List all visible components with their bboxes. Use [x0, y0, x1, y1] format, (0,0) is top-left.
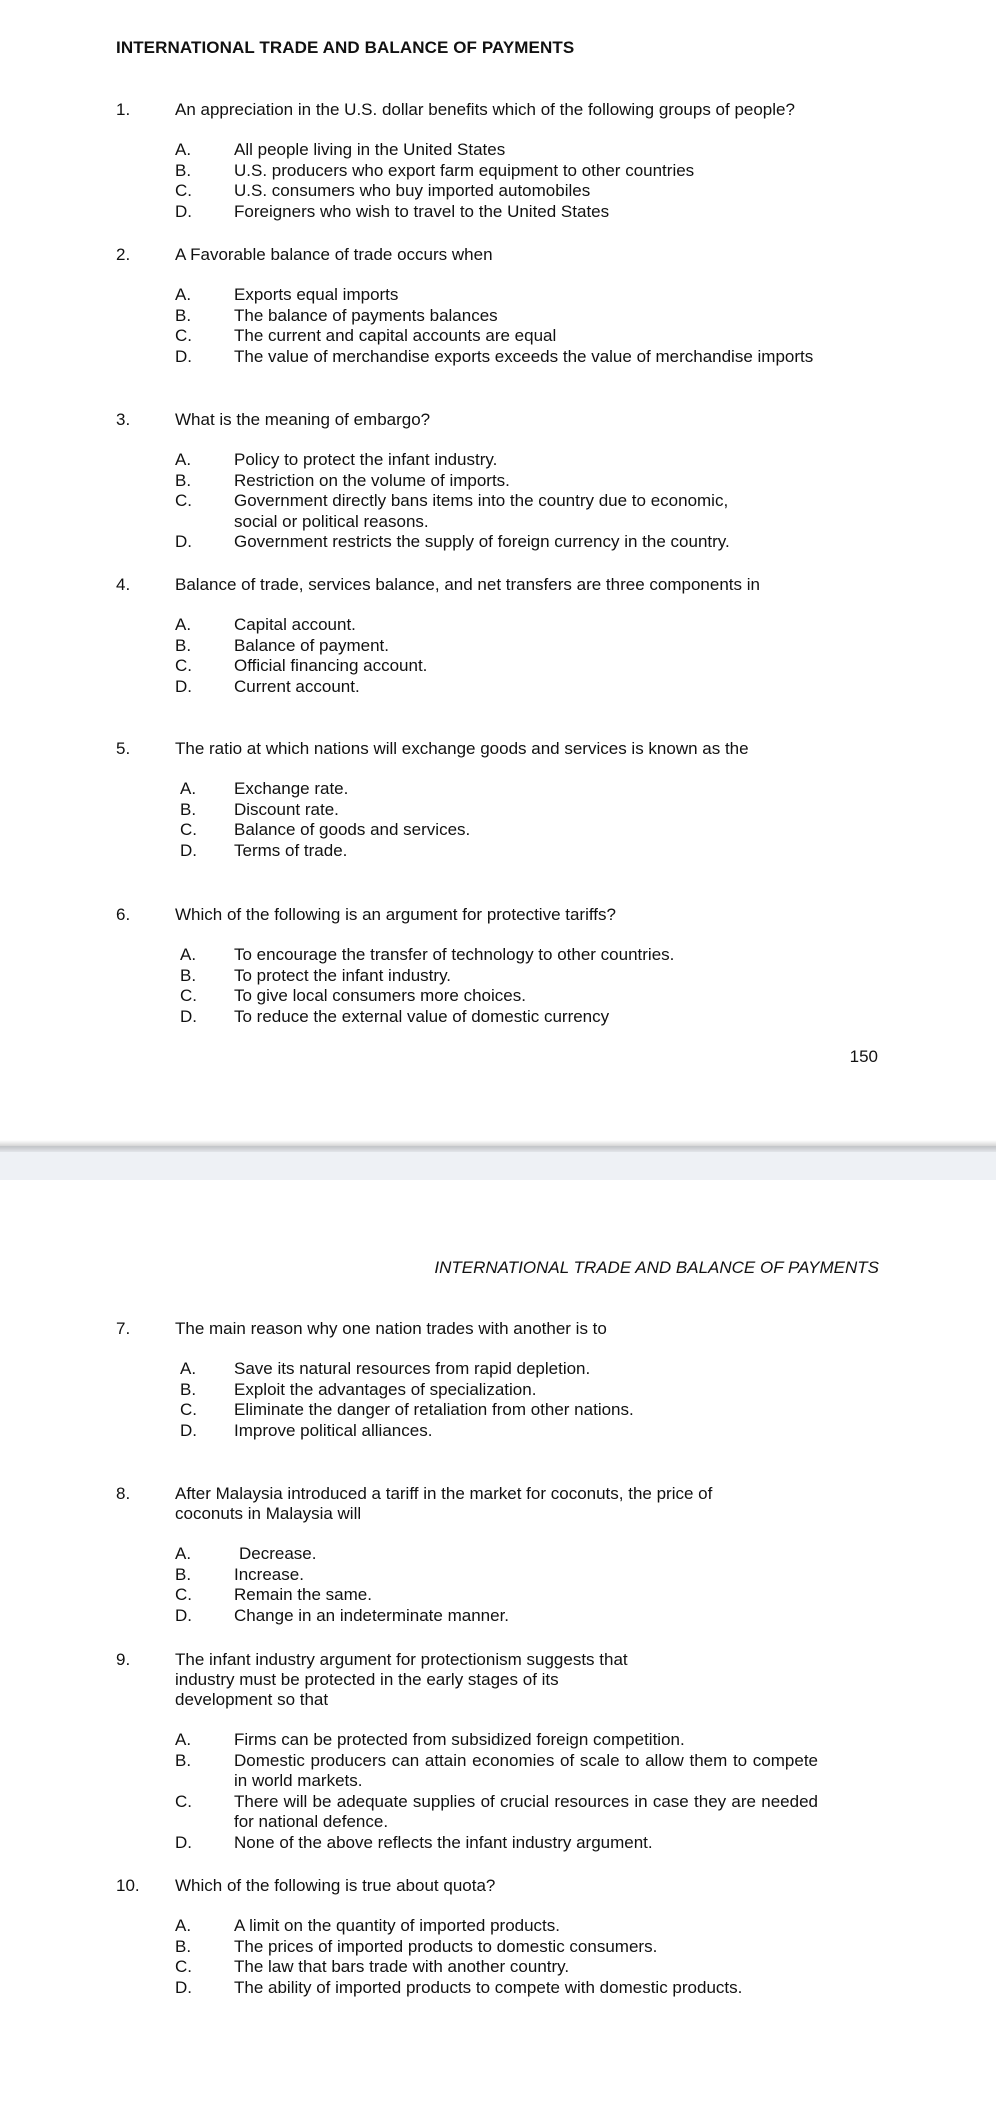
- option-letter: D.: [175, 346, 192, 366]
- option-a: [175, 1916, 880, 1937]
- option-d: [175, 1606, 880, 1627]
- page-number: 150: [849, 1047, 878, 1066]
- option-letter: D.: [175, 201, 192, 221]
- option-letter: B.: [175, 305, 192, 325]
- option-letter: D.: [175, 1832, 192, 1852]
- option-text: Domestic producers can attain economies of scale to allow them to compete in world markets.: [234, 1750, 818, 1790]
- option-text: Discount rate.: [234, 799, 339, 819]
- option-c: [175, 491, 755, 532]
- option-letter: A.: [175, 615, 192, 634]
- option-text: Firms can be protected from subsidized foreign competition.: [234, 1730, 685, 1749]
- option-text: Balance of payment.: [234, 635, 389, 655]
- question-text: A Favorable balance of trade occurs when: [175, 245, 493, 264]
- option-letter: A.: [180, 1359, 197, 1378]
- options-list: [175, 450, 755, 553]
- option-letter: D.: [180, 1006, 197, 1026]
- option-text: Remain the same.: [234, 1585, 372, 1604]
- question-number: 3.: [116, 410, 131, 429]
- option-letter: D.: [175, 1605, 192, 1625]
- options-list: [175, 779, 880, 861]
- option-c: [175, 1585, 880, 1606]
- question-2: [116, 245, 880, 367]
- option-letter: B.: [175, 1564, 192, 1584]
- option-text: Balance of goods and services.: [234, 820, 471, 839]
- option-letter: C.: [180, 820, 197, 839]
- option-text: U.S. consumers who buy imported automobiles: [234, 181, 591, 200]
- option-letter: B.: [180, 799, 197, 819]
- option-d: [175, 532, 755, 553]
- question-1: [116, 100, 880, 222]
- option-letter: D.: [175, 1977, 192, 1997]
- option-text: Exports equal imports: [234, 285, 399, 304]
- question-5: [116, 739, 880, 861]
- option-letter: A.: [175, 285, 192, 304]
- question-number: 4.: [116, 575, 131, 594]
- option-letter: C.: [180, 986, 197, 1005]
- option-d: [175, 347, 880, 368]
- option-b: [175, 1937, 880, 1958]
- option-letter: D.: [175, 676, 192, 696]
- option-d: [175, 841, 880, 862]
- option-letter: A.: [175, 1916, 192, 1935]
- option-text: Policy to protect the infant industry.: [234, 450, 498, 469]
- option-a: [175, 140, 880, 161]
- option-a: [175, 945, 880, 966]
- question-7: [116, 1319, 880, 1441]
- option-c: [175, 1400, 880, 1421]
- option-text: The prices of imported products to domestic consumers.: [234, 1936, 658, 1956]
- option-letter: A.: [175, 1730, 192, 1749]
- question-number: 8.: [116, 1484, 131, 1503]
- option-a: [175, 1730, 818, 1751]
- question-8: [116, 1484, 880, 1626]
- question-number: 1.: [116, 100, 131, 119]
- option-letter: A.: [175, 450, 192, 469]
- option-a: [175, 779, 880, 800]
- option-text: Improve political alliances.: [234, 1420, 433, 1440]
- running-header: INTERNATIONAL TRADE AND BALANCE OF PAYMENTS: [434, 1258, 879, 1277]
- option-text: Current account.: [234, 676, 360, 696]
- options-list: [175, 285, 880, 367]
- option-text: The current and capital accounts are equal: [234, 326, 557, 345]
- option-a: [175, 615, 880, 636]
- option-letter: A.: [180, 945, 197, 964]
- option-text: Save its natural resources from rapid depletion.: [234, 1359, 591, 1378]
- option-a: [175, 450, 755, 471]
- option-letter: B.: [175, 470, 192, 490]
- option-letter: B.: [180, 1379, 197, 1399]
- option-text: To reduce the external value of domestic currency: [234, 1006, 610, 1026]
- option-a: [175, 285, 880, 306]
- option-text: Government restricts the supply of foreign currency in the country.: [234, 532, 730, 551]
- question-text: The ratio at which nations will exchange goods and services is known as the: [175, 739, 749, 758]
- option-letter: A.: [175, 1544, 192, 1563]
- question-number: 6.: [116, 905, 131, 924]
- question-text: The main reason why one nation trades with another is to: [175, 1319, 607, 1338]
- option-letter: A.: [180, 779, 197, 798]
- option-text: Exploit the advantages of specialization.: [234, 1379, 537, 1399]
- option-text: Decrease.: [239, 1544, 317, 1563]
- question-text: An appreciation in the U.S. dollar benefits which of the following groups of people?: [175, 100, 795, 119]
- option-text: Capital account.: [234, 615, 356, 634]
- option-d: [175, 1833, 818, 1854]
- option-c: [175, 1792, 818, 1833]
- option-text: Eliminate the danger of retaliation from other nations.: [234, 1400, 634, 1419]
- option-letter: B.: [175, 1750, 192, 1770]
- option-d: [175, 1421, 880, 1442]
- options-list: [175, 615, 880, 697]
- option-b: [175, 471, 755, 492]
- option-letter: B.: [180, 965, 197, 985]
- question-text: Balance of trade, services balance, and net transfers are three components in: [175, 575, 760, 594]
- option-text: All people living in the United States: [234, 140, 506, 159]
- options-list: [175, 1544, 880, 1626]
- option-c: [175, 656, 880, 677]
- question-number: 9.: [116, 1650, 131, 1669]
- option-text: The law that bars trade with another country.: [234, 1957, 570, 1976]
- option-b: [175, 1751, 818, 1792]
- option-c: [175, 181, 880, 202]
- option-text: The ability of imported products to compete with domestic products.: [234, 1977, 743, 1997]
- option-b: [175, 1380, 880, 1401]
- option-b: [175, 1565, 880, 1586]
- option-b: [175, 161, 880, 182]
- option-letter: C.: [175, 1585, 192, 1604]
- question-9: [116, 1650, 880, 1853]
- option-letter: C.: [175, 656, 192, 675]
- option-letter: C.: [175, 326, 192, 345]
- option-letter: C.: [175, 1957, 192, 1976]
- question-text: The infant industry argument for protectionism suggests that industry must be protected in the early stages of its development so that: [175, 1650, 628, 1709]
- option-text: To encourage the transfer of technology to other countries.: [234, 945, 675, 964]
- option-letter: D.: [180, 1420, 197, 1440]
- options-list: [175, 140, 880, 222]
- option-d: [175, 677, 880, 698]
- option-d: [175, 1007, 880, 1028]
- question-text: Which of the following is an argument for protective tariffs?: [175, 905, 616, 924]
- option-text: U.S. producers who export farm equipment to other countries: [234, 160, 695, 180]
- option-d: [175, 202, 880, 223]
- option-letter: C.: [180, 1400, 197, 1419]
- option-b: [175, 636, 880, 657]
- question-3: [116, 410, 880, 553]
- option-c: [175, 986, 880, 1007]
- option-text: Restriction on the volume of imports.: [234, 470, 510, 490]
- options-list: [175, 1916, 880, 1998]
- options-list: [175, 1359, 880, 1441]
- option-text: Change in an indeterminate manner.: [234, 1605, 510, 1625]
- question-4: [116, 575, 880, 697]
- options-list: [175, 1730, 818, 1853]
- option-text: Foreigners who wish to travel to the United States: [234, 201, 610, 221]
- option-b: [175, 306, 880, 327]
- option-c: [175, 820, 880, 841]
- option-c: [175, 1957, 880, 1978]
- option-letter: D.: [180, 840, 197, 860]
- option-letter: B.: [175, 1936, 192, 1956]
- question-number: 7.: [116, 1319, 131, 1338]
- option-letter: B.: [175, 160, 192, 180]
- question-number: 2.: [116, 245, 131, 264]
- question-10: [116, 1876, 880, 1998]
- option-text: To give local consumers more choices.: [234, 986, 526, 1005]
- option-text: The value of merchandise exports exceeds the value of merchandise imports: [234, 346, 814, 366]
- question-number: 5.: [116, 739, 131, 758]
- option-letter: C.: [175, 1791, 192, 1811]
- option-text: None of the above reflects the infant industry argument.: [234, 1832, 653, 1852]
- option-text: There will be adequate supplies of crucial resources in case they are needed for national defence.: [234, 1791, 818, 1831]
- question-text: What is the meaning of embargo?: [175, 410, 431, 429]
- option-text: The balance of payments balances: [234, 305, 498, 325]
- page-separator-shadow: [0, 1140, 996, 1152]
- option-text: Exchange rate.: [234, 779, 349, 798]
- question-text: After Malaysia introduced a tariff in the market for coconuts, the price of coconuts in Malaysia will: [175, 1484, 713, 1523]
- option-a: [175, 1359, 880, 1380]
- option-text: Terms of trade.: [234, 840, 348, 860]
- option-text: Official financing account.: [234, 656, 428, 675]
- option-text: A limit on the quantity of imported products.: [234, 1916, 561, 1935]
- option-letter: D.: [175, 532, 192, 551]
- option-letter: B.: [175, 635, 192, 655]
- option-text: Government directly bans items into the country due to economic, social or political reasons.: [234, 491, 729, 531]
- option-letter: A.: [175, 140, 192, 159]
- options-list: [175, 945, 880, 1027]
- option-text: To protect the infant industry.: [234, 965, 452, 985]
- option-letter: C.: [175, 181, 192, 200]
- question-text: Which of the following is true about quota?: [175, 1876, 496, 1895]
- page-title: INTERNATIONAL TRADE AND BALANCE OF PAYMENTS: [116, 38, 575, 57]
- option-c: [175, 326, 880, 347]
- option-letter: C.: [175, 491, 192, 510]
- document-page-2: [0, 1180, 996, 2112]
- question-6: [116, 905, 880, 1027]
- option-b: [175, 800, 880, 821]
- option-text: Increase.: [234, 1564, 304, 1584]
- option-b: [175, 966, 880, 987]
- question-number: 10.: [116, 1876, 140, 1895]
- option-d: [175, 1978, 880, 1999]
- option-a: [175, 1544, 880, 1565]
